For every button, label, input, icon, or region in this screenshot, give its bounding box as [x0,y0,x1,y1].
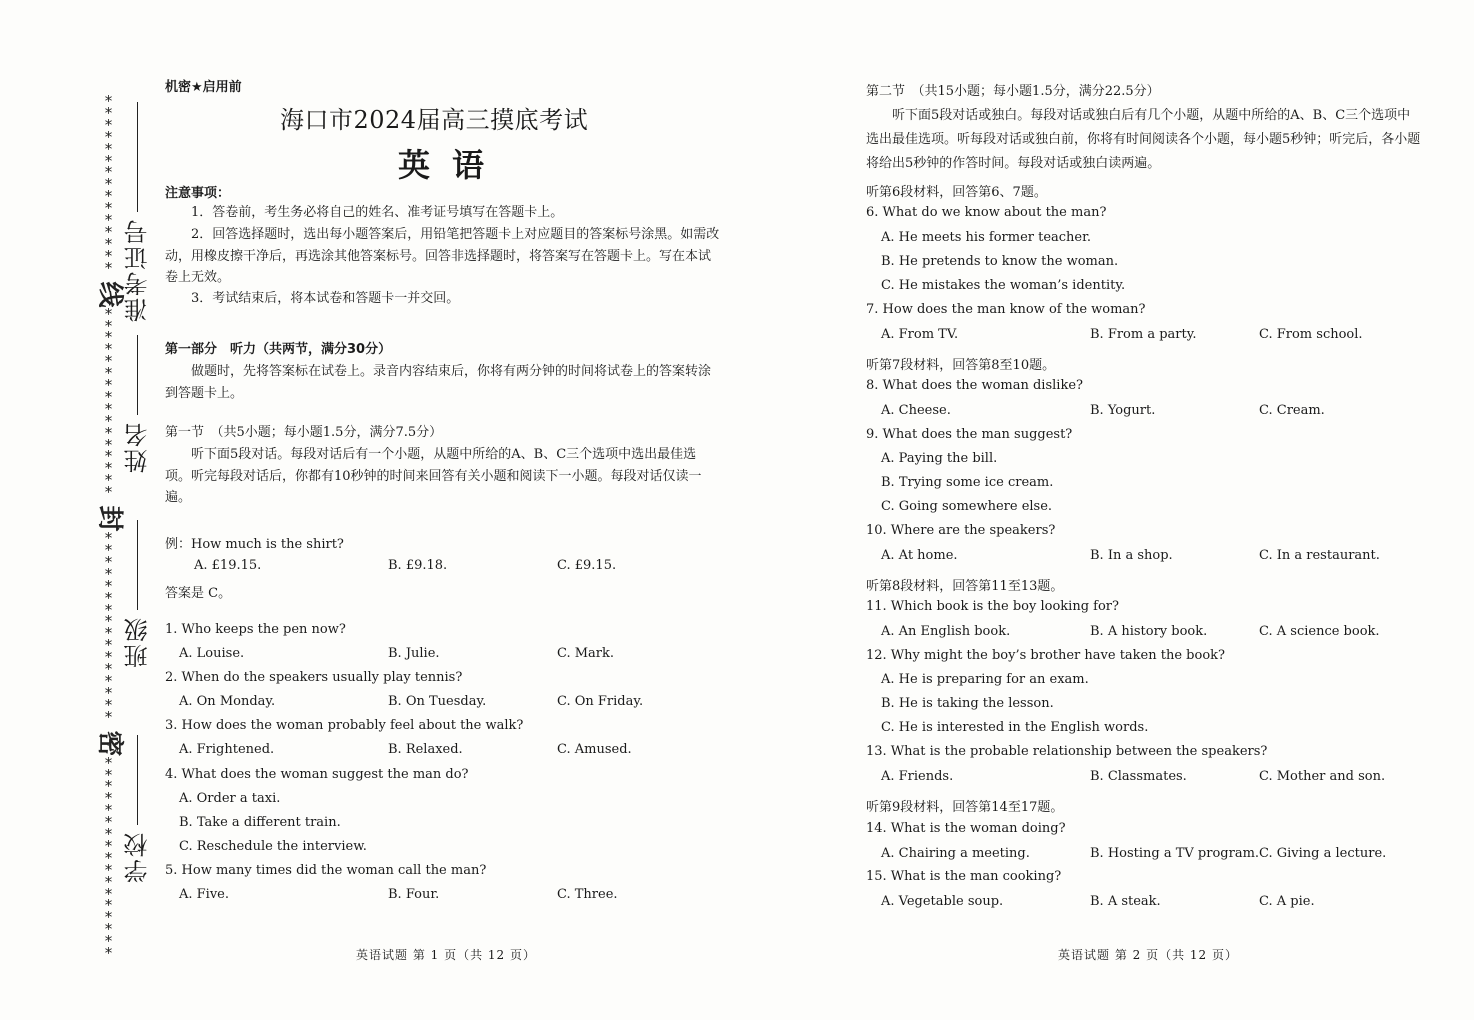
question-14: 14. What is the woman doing? [866,821,1066,836]
section2-intro: 听下面5段对话或独白。每段对话或独白后有几个小题，从题中所给的A、B、C三个选项中选出最佳选项。听每段对话或独白前，你将有时间阅读各个小题，每小题5秒钟；听完后，各小题将给出5秒钟的作答时间。每段对话或独白读两遍。 [866,108,1421,171]
part1-intro: 做题时，先将答案标在试卷上。录音内容结束后，你将有两分钟的时间将试卷上的答案转涂到答题卡上。 [165,364,712,401]
q6-option-c[interactable]: C. He mistakes the woman’s identity. [881,278,1126,293]
q1-option-a[interactable]: A. Louise. [179,646,245,661]
q9-option-b[interactable]: B. Trying some ice cream. [881,475,1054,490]
class-label: 班级 [124,616,152,668]
seal-line: *************** 线 **************** 封 **************** 密 ***************** [94,92,125,963]
question-12: 12. Why might the boy’s brother have taken the book? [866,648,1225,663]
q15-option-c[interactable]: C. A pie. [1259,894,1315,909]
q1-option-c[interactable]: C. Mark. [557,646,615,661]
q11-option-a[interactable]: A. An English book. [881,624,1011,639]
q8-option-c[interactable]: C. Cream. [1259,403,1325,418]
q10-option-b[interactable]: B. In a shop. [1090,548,1173,563]
class-field[interactable] [120,514,155,668]
question-11: 11. Which book is the boy looking for? [866,599,1119,614]
school-label: 学校 [124,831,152,883]
notice-heading: 注意事项： [165,186,231,201]
question-3: 3. How does the woman probably feel about the walk? [165,718,524,733]
question-10: 10. Where are the speakers? [866,523,1056,538]
question-13: 13. What is the probable relationship between the speakers? [866,744,1268,759]
q7-option-a[interactable]: A. From TV. [881,327,959,342]
question-8: 8. What does the woman dislike? [866,378,1083,393]
q2-option-c[interactable]: C. On Friday. [557,694,644,709]
q12-option-a[interactable]: A. He is preparing for an exam. [881,672,1089,687]
q7-option-c[interactable]: C. From school. [1259,327,1363,342]
q11-option-b[interactable]: B. A history book. [1090,624,1208,639]
q7-option-b[interactable]: B. From a party. [1090,327,1197,342]
question-6: 6. What do we know about the man? [866,205,1107,220]
question-4: 4. What does the woman suggest the man do? [165,767,469,782]
notice-2: 2．回答选择题时，选出每小题答案后，用铅笔把答题卡上对应题目的答案标号涂黑。如需改动，用橡皮擦干净后，再选涂其他答案标号。回答非选择题时，将答案写在答题卡上。写在本试卷上无效。 [165,227,720,285]
q3-option-b[interactable]: B. Relaxed. [388,742,463,757]
q14-option-a[interactable]: A. Chairing a meeting. [881,846,1030,861]
q5-option-c[interactable]: C. Three. [557,887,618,902]
q13-option-c[interactable]: C. Mother and son. [1259,769,1386,784]
q5-option-a[interactable]: A. Five. [179,887,230,902]
q15-option-b[interactable]: B. A steak. [1090,894,1161,909]
question-9: 9. What does the man suggest? [866,427,1073,442]
confidential-label: 机密★启用前 [165,80,242,95]
group-9-label: 听第9段材料，回答第14至17题。 [866,800,1064,815]
q3-option-c[interactable]: C. Amused. [557,742,632,757]
q14-option-c[interactable]: C. Giving a lecture. [1259,846,1387,861]
question-15: 15. What is the man cooking? [866,869,1062,884]
example-question: 例：How much is the shirt? [165,537,344,552]
q4-option-b[interactable]: B. Take a different train. [179,815,341,830]
q9-option-c[interactable]: C. Going somewhere else. [881,499,1053,514]
q15-option-a[interactable]: A. Vegetable soup. [881,894,1004,909]
part1-heading: 第一部分 听力（共两节，满分30分） [165,342,392,357]
q1-option-b[interactable]: B. Julie. [388,646,440,661]
q14-option-b[interactable]: B. Hosting a TV program. [1090,846,1260,861]
question-7: 7. How does the man know of the woman? [866,302,1146,317]
q6-option-b[interactable]: B. He pretends to know the woman. [881,254,1119,269]
q11-option-c[interactable]: C. A science book. [1259,624,1380,639]
q3-option-a[interactable]: A. Frightened. [179,742,275,757]
page1-footer: 英语试题 第 1 页（共 12 页） [356,948,536,962]
example-option-b: B. £9.18. [388,558,448,573]
q13-option-a[interactable]: A. Friends. [881,769,954,784]
exam-number-label: 准考证号 [124,218,152,322]
exam-number-field[interactable] [120,96,155,322]
school-field[interactable] [120,729,155,883]
page2-footer: 英语试题 第 2 页（共 12 页） [1058,948,1238,962]
example-answer: 答案是 C。 [165,586,232,601]
name-field[interactable] [120,329,155,473]
q12-option-b[interactable]: B. He is taking the lesson. [881,696,1054,711]
group-6-label: 听第6段材料，回答第6、7题。 [866,185,1047,200]
example-option-a: A. £19.15. [194,558,262,573]
group-7-label: 听第7段材料，回答第8至10题。 [866,358,1056,373]
exam-title: 海口市2024届高三摸底考试 [280,106,589,134]
q9-option-a[interactable]: A. Paying the bill. [881,451,998,466]
notice-1: 1．答卷前，考生务必将自己的姓名、准考证号填写在答题卡上。 [191,205,564,220]
notice-3: 3．考试结束后，将本试卷和答题卡一并交回。 [191,291,460,306]
name-label: 姓名 [124,421,152,473]
q2-option-a[interactable]: A. On Monday. [179,694,276,709]
q8-option-a[interactable]: A. Cheese. [881,403,951,418]
seal-char-feng: 封 [94,505,125,532]
seal-char-mi: 密 [94,730,125,757]
q4-option-c[interactable]: C. Reschedule the interview. [179,839,367,854]
section2-heading: 第二节 （共15小题；每小题1.5分，满分22.5分） [866,84,1160,99]
question-5: 5. How many times did the woman call the man? [165,863,487,878]
question-1: 1. Who keeps the pen now? [165,622,346,637]
q4-option-a[interactable]: A. Order a taxi. [179,791,281,806]
q5-option-b[interactable]: B. Four. [388,887,440,902]
section1-intro: 听下面5段对话。每段对话后有一个小题，从题中所给的A、B、C三个选项中选出最佳选项。听完每段对话后，你都有10秒钟的时间来回答有关小题和阅读下一小题。每段对话仅读一遍。 [165,447,702,505]
section1-heading: 第一节 （共5小题；每小题1.5分，满分7.5分） [165,425,443,440]
q8-option-b[interactable]: B. Yogurt. [1090,403,1156,418]
seal-char-xian: 线 [94,281,125,308]
q13-option-b[interactable]: B. Classmates. [1090,769,1187,784]
subject-title: 英语 [398,146,507,184]
question-2: 2. When do the speakers usually play tennis? [165,670,463,685]
q2-option-b[interactable]: B. On Tuesday. [388,694,487,709]
q12-option-c[interactable]: C. He is interested in the English words. [881,720,1149,735]
q6-option-a[interactable]: A. He meets his former teacher. [881,230,1092,245]
q10-option-c[interactable]: C. In a restaurant. [1259,548,1380,563]
q10-option-a[interactable]: A. At home. [881,548,958,563]
group-8-label: 听第8段材料，回答第11至13题。 [866,579,1064,594]
example-option-c: C. £9.15. [557,558,617,573]
